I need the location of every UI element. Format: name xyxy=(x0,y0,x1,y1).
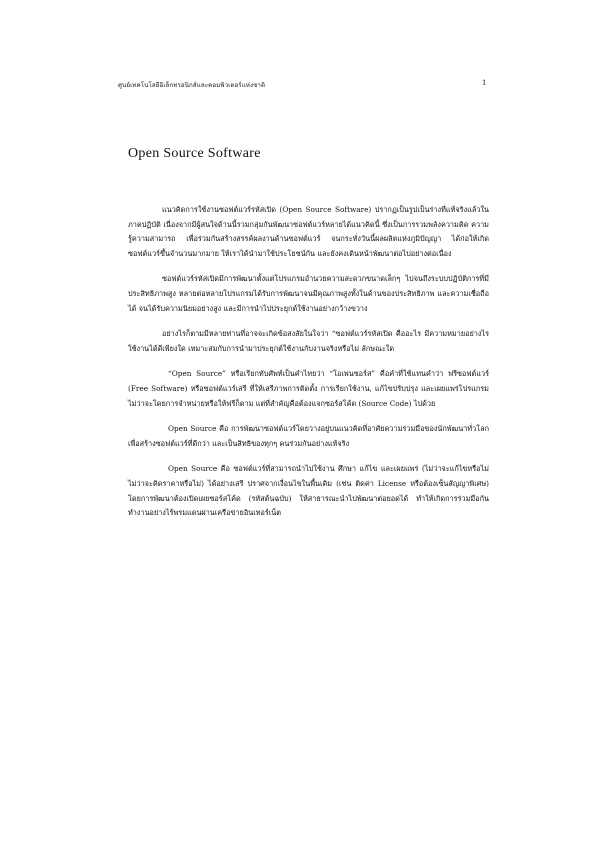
page-number: 1 xyxy=(482,79,487,87)
paragraph-range: ซอฟต์แวร์รหัสเปิดมีการพัฒนาตั้งแต่โปรแกรมอำนวยความสะดวกขนาดเล็กๆ ไปจนถึงระบบปฏิบัติการที่มีประสิทธิภาพสูง หลายต่อหลายโปรแกรมได้รับการพัฒนาจนมีคุณภาพสูงทั้งในด้านของประสิทธิภาพ และความเชื่อถือได้ จนได้รับความนิยมอย่างสูง และมีการนำไปประยุกต์ใช้งานอย่างกว้างขวาง xyxy=(128,274,489,313)
body-text xyxy=(128,203,489,532)
running-header: ศูนย์เทคโนโลยีอิเล็กทรอนิกส์และคอมพิวเตอร์แห่งชาติ xyxy=(118,82,266,89)
paragraph-collaboration: Open Source คือ การพัฒนาซอฟต์แวร์โดยวางอยู่บนแนวคิดที่อาศัยความร่วมมือของนักพัฒนาทั่วโลก เพื่อสร้างซอฟต์แวร์ที่ดีกว่า และเป็นสิทธิของทุกๆ คนร่วมกันอย่างแท้จริง xyxy=(128,424,489,448)
page-title: Open Source Software xyxy=(128,146,261,161)
paragraph-freedom: Open Source คือ ซอฟต์แวร์ที่สามารถนำไปใช้งาน ศึกษา แก้ไข และเผยแพร่ (ไม่ว่าจะแก้ไขหรือไม่ ไม่ว่าจะคิดราคาหรือไม่) ได้อย่างเสรี ปราศจากเงื่อนไขในพื้นเดิม (เช่น ติดค่า License หรือต้องเซ็นสัญญาพิเศษ) โดยการพัฒนาต้องเปิดเผยซอร์สโค้ด (รหัสต้นฉบับ) ให้สาธารณะนำไปพัฒนาต่อยอดได้ ทำให้เกิดการร่วมมือกันทำงานอย่างไร้พรมแดนผ่านเครือข่ายอินเทอร์เน็ต xyxy=(128,464,489,518)
paragraph-question: อย่างไรก็ตามมีหลายท่านที่อาจจะเกิดข้อสงสัยในใจว่า “ซอฟต์แวร์รหัสเปิด คืออะไร มีความหมายอย่างไร ใช้งานได้ดีเพียงใด เหมาะสมกับการนำมาประยุกต์ใช้งานกับงานจริงหรือไม่ ลักษณะใด xyxy=(128,329,489,353)
paragraph-definition: “Open Source” หรือเรียกทับศัพท์เป็นคำไทยว่า “โอเพ่นซอร์ส” คือคำที่ใช้แทนคำว่า ฟรีซอฟต์แวร์ (Free Software) หรือซอฟต์แวร์เสรี ที่ให้เสรีภาพการติดตั้ง การเรียกใช้งาน, แก้ไขปรับปรุง และเผยแพร่โปรแกรม ไม่ว่าจะโดยการจำหน่ายหรือให้ฟรีก็ตาม แต่ที่สำคัญคือต้องแจกซอร์สโค้ด (Source Code) ไปด้วย xyxy=(128,369,489,408)
paragraph-intro: แนวคิดการใช้งานซอฟต์แวร์รหัสเปิด (Open Source Software) ปรากฏเป็นรูปเป็นร่างที่แท้จริงแล้วในภาคปฏิบัติ เนื่องจากมีผู้สนใจด้านนี้รวมกลุ่มกันพัฒนาซอฟต์แวร์หลายได้แนวคิดนี้ ซึ่งเป็นการรวมพลังความคิด ความรู้ความสามารถ เพื่อร่วมกันสร้างสรรค์ผลงานด้านซอฟต์แวร์ จนกระทั่งวันนี้ผลผลิตแห่งภูมิปัญญา ได้ก่อให้เกิดซอฟต์แวร์ขึ้นจำนวนมากมาย ให้เราได้นำมาใช้ประโยชน์กัน และยังคงเดินหน้าพัฒนาต่อไปอย่างต่อเนื่อง xyxy=(128,205,489,258)
